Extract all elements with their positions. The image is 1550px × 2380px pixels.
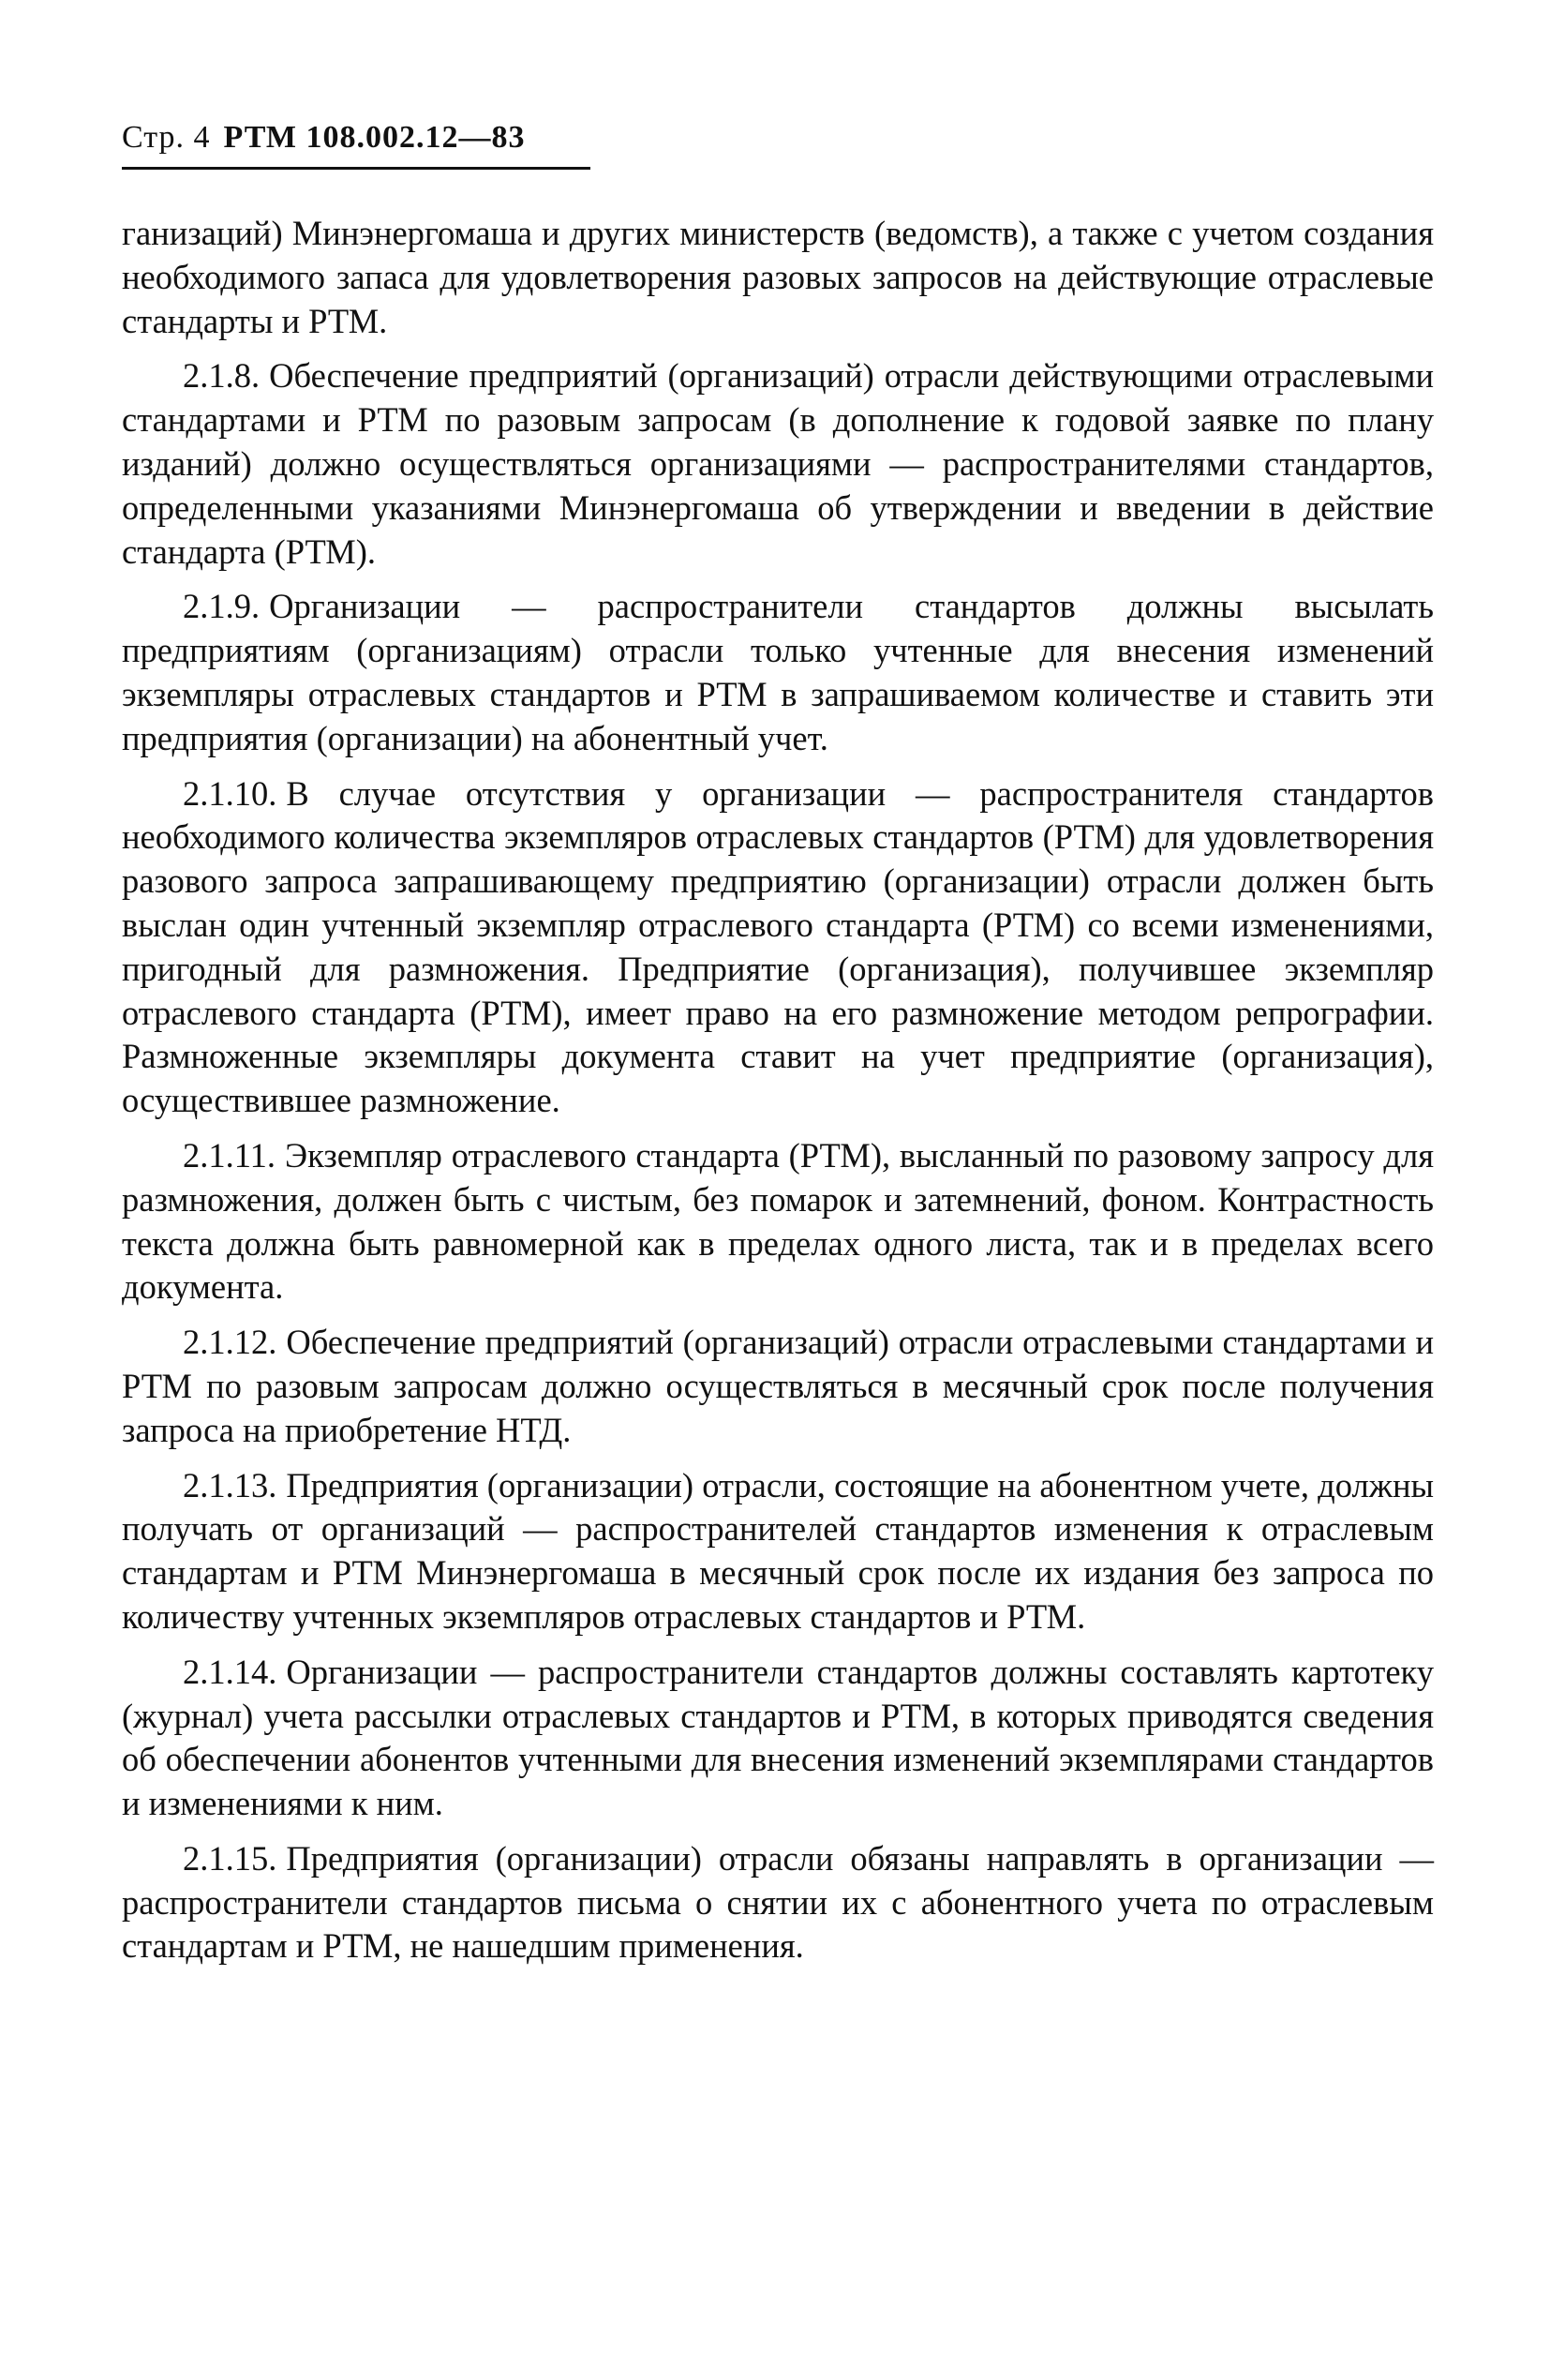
clause-number: 2.1.14. — [183, 1652, 277, 1691]
clause-2-1-12 — [122, 1321, 1434, 1452]
paragraph — [122, 212, 1434, 343]
paragraph-text: Организации — распространители стандартов должны составлять картотеку (журнал) учета рассылки отраслевых стандартов и РТМ, в которых приводятся сведения об обеспечении абонентов учтенными для внесения изменений экземплярами стандартов и изменениями к ним. — [122, 1652, 1434, 1823]
clause-2-1-14 — [122, 1651, 1434, 1826]
clause-2-1-11 — [122, 1134, 1434, 1310]
paragraph-text: Обеспечение предприятий (организаций) отрасли действующими отраслевыми стандартами и РТМ по разовым запросам (в дополнение к годовой заявке по плану изданий) должно осуществляться организациями — распространителями стандартов, определенными указаниями Минэнергомаша об утверждении и введении в действие стандарта (РТМ). — [122, 356, 1434, 571]
paragraph-text: Обеспечение предприятий (организаций) отрасли отраслевыми стандартами и РТМ по разовым запросам должно осуществляться в месячный срок после получения запроса на приобретение НТД. — [122, 1323, 1434, 1449]
paragraph-text: Экземпляр отраслевого стандарта (РТМ), высланный по разовому запросу для размножения, должен быть с чистым, без помарок и затемнений, фоном. Контрастность текста должна быть равномерной как в пределах одного листа, так и в пределах всего документа. — [122, 1135, 1434, 1307]
page-header — [122, 117, 590, 158]
paragraph-text: В случае отсутствия у организации — распространителя стандартов необходимого количества экземпляров отраслевых стандартов (РТМ) для удовлетворения разового запроса запрашивающему предприятию (организации) отрасли должен быть выслан один учтенный экземпляр отраслевого стандарта (РТМ) со всеми изменениями, пригодный для размножения. Предприятие (организация), получившее экземпляр отраслевого стандарта (РТМ), имеет право на его размножение методом репрографии. Размноженные экземпляры документа ставит на учет предприятие (организация), осуществившее размножение. — [122, 773, 1434, 1120]
clause-number: 2.1.10. — [183, 773, 277, 813]
clause-2-1-8 — [122, 354, 1434, 574]
page-number: Стр. 4 — [122, 120, 211, 155]
clause-number: 2.1.8. — [183, 356, 261, 396]
clause-2-1-10 — [122, 772, 1434, 1123]
clause-number: 2.1.11. — [183, 1135, 276, 1175]
clause-number: 2.1.9. — [183, 587, 261, 626]
paragraph-text: Предприятия (организации) отрасли обязаны направлять в организации — распространители стандартов письма о снятии их с абонентного учета по отраслевым стандартам и РТМ, не нашедшим применения. — [122, 1838, 1434, 1966]
clause-2-1-15 — [122, 1837, 1434, 1968]
page-body — [122, 212, 1434, 1968]
clause-number: 2.1.13. — [183, 1465, 277, 1504]
paragraph-text: Предприятия (организации) отрасли, состоящие на абонентном учете, должны получать от организаций — распространителей стандартов изменения к отраслевым стандартам и РТМ Минэнергомаша в месячный срок после их издания без запроса по количеству учтенных экземпляров отраслевых стандартов и РТМ. — [122, 1465, 1434, 1636]
clause-2-1-13 — [122, 1464, 1434, 1639]
clause-2-1-9 — [122, 585, 1434, 760]
paragraph-text: Организации — распространители стандартов должны высылать предприятиям (организациям) отрасли только учтенные для внесения изменений экземпляры отраслевых стандартов и РТМ в запрашиваемом количестве и ставить эти предприятия (организации) на абонентный учет. — [122, 587, 1434, 757]
paragraph-text: ганизаций) Минэнергомаша и других министерств (ведомств), а также с учетом создания необходимого запаса для удовлетворения разовых запросов на действующие отраслевые стандарты и РТМ. — [122, 214, 1434, 340]
clause-number: 2.1.15. — [183, 1838, 277, 1878]
document-number: РТМ 108.002.12—83 — [223, 120, 526, 155]
header-rule — [122, 167, 590, 170]
clause-number: 2.1.12. — [183, 1323, 277, 1362]
